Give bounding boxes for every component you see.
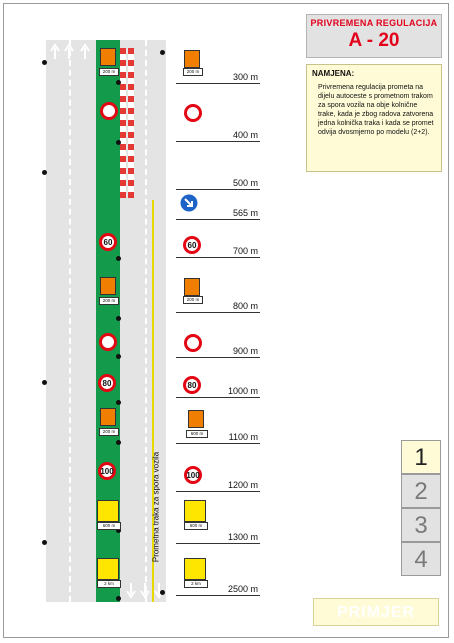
speed-limit-sign: 60	[99, 233, 117, 251]
distance-marker	[176, 584, 260, 596]
distance-label: 565 m	[232, 208, 258, 218]
example-button[interactable]: PRIMJER	[313, 598, 439, 626]
marker-dot	[116, 80, 121, 85]
marker-dot	[116, 596, 121, 601]
no-overtaking-sign	[184, 104, 202, 122]
distance-label: 500 m	[232, 178, 258, 188]
lane-shift-sign	[100, 408, 116, 426]
marker-dot	[116, 316, 121, 321]
cone-line	[120, 48, 126, 198]
distance-label: 900 m	[232, 346, 258, 356]
scheme-code: A - 20	[348, 30, 400, 51]
sign-plate: 200 m	[183, 68, 203, 76]
marker-dot	[116, 256, 121, 261]
distance-marker	[176, 130, 260, 142]
lane-shift-sign	[100, 277, 116, 295]
edge-line	[44, 40, 46, 602]
distance-label: 1000 m	[227, 386, 258, 396]
distance-marker	[176, 178, 260, 190]
marker-dot	[116, 400, 121, 405]
sign-plate: 600 m	[184, 522, 208, 530]
distance-marker	[176, 246, 260, 258]
distance-marker	[176, 301, 260, 313]
sign-plate: 200 m	[183, 296, 203, 304]
lane-closure-sign	[184, 50, 200, 68]
sign-plate: 600 m	[186, 430, 208, 438]
lane-end-sign	[99, 333, 117, 351]
roadworks-sign	[184, 500, 206, 522]
lane-arrow-icon	[62, 42, 76, 60]
sign-plate: 200 m	[99, 68, 119, 76]
lane-arrow-icon	[78, 42, 92, 60]
lane-arrow-icon	[124, 582, 138, 600]
marker-dot	[42, 540, 47, 545]
distance-label: 1100 m	[228, 432, 258, 442]
distance-label: 1300 m	[227, 532, 258, 542]
purpose-text: Privremena regulacija prometa na dijelu autoceste s prometnom trakom za spora vozila na obje kolnične trake, kada je zbog radova zatvorena jedna kolnička traka i kada se promet odvija dvosmjerno po modelu (2+2).	[318, 84, 434, 136]
cone-line	[128, 48, 134, 198]
distance-label: 700 m	[232, 246, 258, 256]
marker-dot	[160, 50, 165, 55]
purpose-heading: NAMJENA:	[312, 69, 355, 78]
lane-closure-sign	[100, 48, 116, 66]
speed-limit-sign: 100	[98, 462, 116, 480]
edge-line	[166, 40, 168, 602]
slow-vehicle-lane-label: Prometna traka za spora vozila	[151, 451, 161, 563]
distance-marker	[176, 532, 260, 544]
purpose-panel	[306, 64, 442, 172]
speed-limit-sign: 100	[184, 466, 202, 484]
roadworks-sign	[97, 500, 119, 522]
lane-shift-sign	[188, 410, 204, 428]
scheme-title	[306, 14, 442, 58]
no-overtaking-sign	[100, 102, 118, 120]
distance-label: 300 m	[232, 72, 258, 82]
distance-marker	[176, 432, 260, 444]
lane-shift-sign	[184, 278, 200, 296]
marker-dot	[116, 354, 121, 359]
distance-label: 800 m	[232, 301, 258, 311]
page-tab-4[interactable]: 4	[401, 542, 441, 576]
speed-limit-sign: 60	[183, 236, 201, 254]
lane-divider	[69, 40, 71, 602]
lane-arrow-icon	[48, 42, 62, 60]
page-tab-3[interactable]: 3	[401, 508, 441, 542]
distance-marker	[176, 72, 260, 84]
lane-arrow-icon	[138, 582, 152, 600]
page-tab-2[interactable]: 2	[401, 474, 441, 508]
distance-marker	[176, 346, 260, 358]
sign-plate: 600 m	[97, 522, 121, 530]
distance-marker	[176, 386, 260, 398]
distance-label: 1200 m	[227, 480, 258, 490]
marker-dot	[42, 170, 47, 175]
speed-limit-sign: 80	[98, 374, 116, 392]
marker-dot	[42, 380, 47, 385]
marker-dot	[116, 140, 121, 145]
sign-plate: 200 m	[99, 428, 119, 436]
speed-limit-sign: 80	[183, 376, 201, 394]
sign-plate: 200 m	[99, 297, 119, 305]
title-text: PRIVREMENA REGULACIJA	[310, 18, 438, 28]
distance-label: 2500 m	[227, 584, 258, 594]
page-tab-1[interactable]: 1	[401, 440, 441, 474]
marker-dot	[160, 590, 165, 595]
distance-marker	[176, 480, 260, 492]
roadworks-sign	[97, 558, 119, 580]
distance-label: 400 m	[232, 130, 258, 140]
sign-plate: 2 km	[184, 580, 208, 588]
marker-dot	[42, 60, 47, 65]
distance-marker	[176, 208, 260, 220]
marker-dot	[116, 440, 121, 445]
roadworks-sign	[184, 558, 206, 580]
sign-plate: 2 km	[97, 580, 121, 588]
